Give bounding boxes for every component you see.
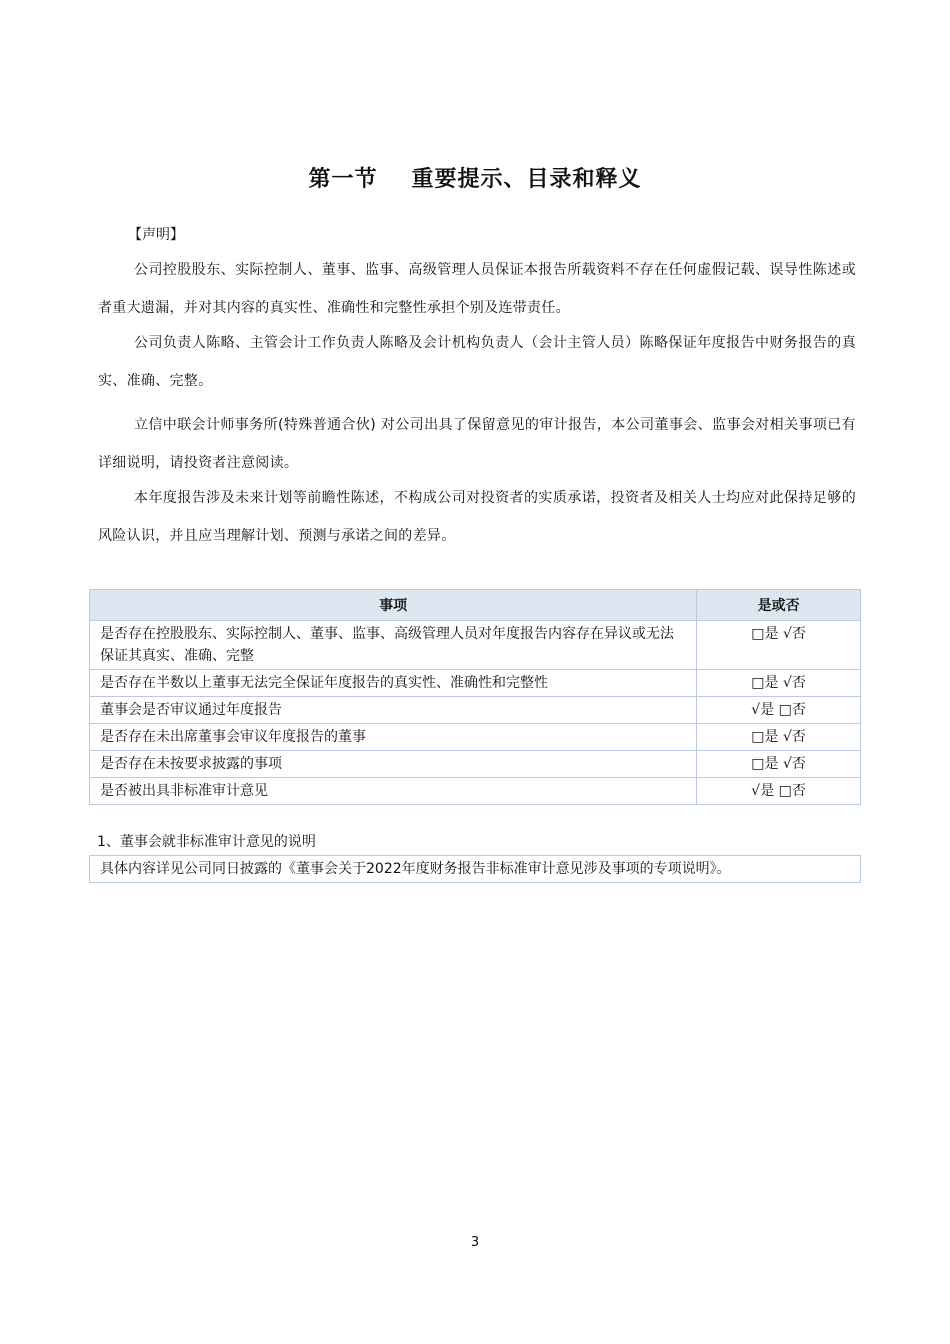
answer-cell: □是 √否 — [697, 670, 861, 697]
section-title: 重要提示、目录和释义 — [411, 167, 642, 192]
declaration-paragraph: 立信中联会计师事务所(特殊普通合伙) 对公司出具了保留意见的审计报告，本公司董事会、监事会对相关事项已有详细说明，请投资者注意阅读。 — [98, 417, 856, 471]
answer-cell: √是 □否 — [697, 697, 861, 724]
table-row — [90, 697, 861, 724]
declaration-paragraph: 本年度报告涉及未来计划等前瞻性陈述，不构成公司对投资者的实质承诺，投资者及相关人士均应对此保持足够的风险认识，并且应当理解计划、预测与承诺之间的差异。 — [98, 490, 856, 544]
answer-cell: □是 √否 — [697, 724, 861, 751]
item-cell: 是否存在半数以上董事无法完全保证年度报告的真实性、准确性和完整性 — [90, 670, 697, 697]
declaration-label: 【声明】 — [128, 227, 184, 243]
table-row — [90, 724, 861, 751]
declaration-paragraph: 公司控股股东、实际控制人、董事、监事、高级管理人员保证本报告所载资料不存在任何虚假记载、误导性陈述或者重大遗漏，并对其内容的真实性、准确性和完整性承担个别及连带责任。 — [98, 262, 856, 316]
note-title: 1、董事会就非标准审计意见的说明 — [97, 834, 316, 850]
item-cell: 董事会是否审议通过年度报告 — [90, 697, 697, 724]
answer-cell: □是 √否 — [697, 621, 861, 670]
answer-cell: □是 √否 — [697, 751, 861, 778]
confirmation-table — [89, 589, 861, 805]
table-row — [90, 751, 861, 778]
column-header-yes-no: 是或否 — [697, 590, 861, 621]
table-header-row — [90, 590, 861, 621]
declaration-paragraph: 公司负责人陈略、主管会计工作负责人陈略及会计机构负责人（会计主管人员）陈略保证年度报告中财务报告的真实、准确、完整。 — [98, 335, 856, 389]
table-row — [90, 621, 861, 670]
table-row — [90, 670, 861, 697]
page-title — [0, 162, 950, 193]
table-row — [90, 778, 861, 805]
column-header-item: 事项 — [90, 590, 697, 621]
item-cell: 是否被出具非标准审计意见 — [90, 778, 697, 805]
item-cell: 是否存在未按要求披露的事项 — [90, 751, 697, 778]
item-cell: 是否存在控股股东、实际控制人、董事、监事、高级管理人员对年度报告内容存在异议或无法保证其真实、准确、完整 — [90, 621, 697, 670]
section-number: 第一节 — [308, 167, 378, 192]
answer-cell: √是 □否 — [697, 778, 861, 805]
item-cell: 是否存在未出席董事会审议年度报告的董事 — [90, 724, 697, 751]
page-number: 3 — [470, 1235, 480, 1250]
note-content: 具体内容详见公司同日披露的《董事会关于2022年度财务报告非标准审计意见涉及事项的专项说明》。 — [89, 855, 861, 883]
